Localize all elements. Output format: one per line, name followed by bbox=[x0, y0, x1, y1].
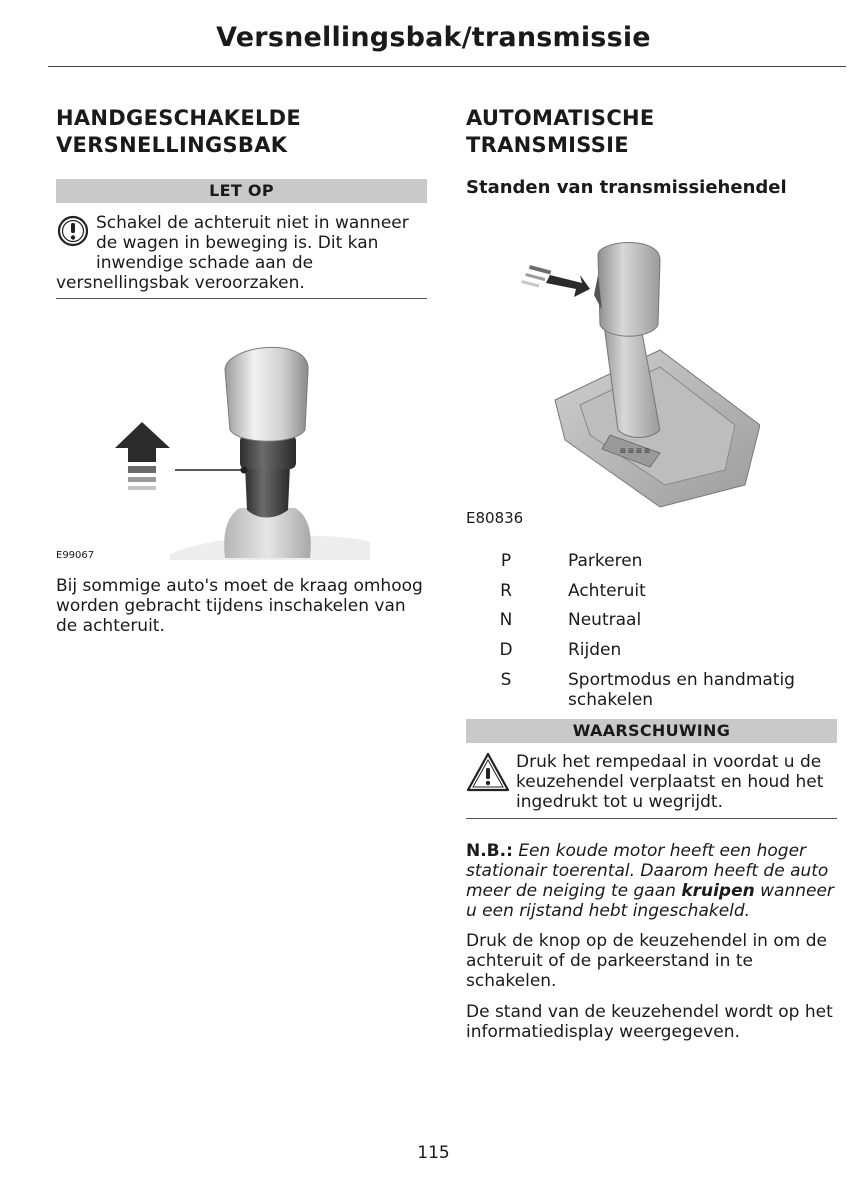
note-label: N.B.: bbox=[466, 841, 513, 861]
caution-line: Schakel de achteruit niet in wanneer bbox=[96, 213, 409, 233]
note-line: u een rijstand hebt ingeschakeld. bbox=[466, 901, 751, 921]
warning-line: Druk het rempedaal in voordat u de bbox=[516, 752, 822, 772]
heading-line: VERSNELLINGSBAK bbox=[56, 133, 288, 157]
page-title: Versnellingsbak/transmissie bbox=[216, 22, 651, 53]
warning-bar: WAARSCHUWING bbox=[466, 719, 837, 743]
note-line bbox=[466, 881, 846, 901]
figure-code: E80836 bbox=[466, 509, 524, 527]
note-line: stationair toerental. Daarom heeft de auto bbox=[466, 861, 829, 881]
figure-code: E99067 bbox=[56, 550, 95, 561]
caution-line: inwendige schade aan de bbox=[96, 253, 314, 273]
manual-gear-knob-illustration bbox=[110, 330, 370, 564]
gear-key: P bbox=[500, 551, 512, 571]
paragraph-line: achteruit of de parkeerstand in te bbox=[466, 951, 753, 971]
warning-divider bbox=[466, 818, 837, 819]
paragraph-line: informatiedisplay weergegeven. bbox=[466, 1022, 740, 1042]
caution-icon bbox=[56, 214, 90, 252]
gear-item-d bbox=[486, 640, 866, 660]
automatic-transmission-heading bbox=[466, 105, 655, 159]
gear-label: Achteruit bbox=[568, 581, 646, 601]
svg-text:⊞ ⊞ ⊞ ⊞: ⊞ ⊞ ⊞ ⊞ bbox=[620, 447, 651, 455]
caution-line: de wagen in beweging is. Dit kan bbox=[96, 233, 379, 253]
note-text: wanneer bbox=[754, 881, 834, 901]
gear-key: N bbox=[499, 610, 513, 630]
paragraph-line: worden gebracht tijdens inschakelen van bbox=[56, 596, 406, 616]
caution-text-indented bbox=[96, 213, 409, 273]
heading-line: TRANSMISSIE bbox=[466, 133, 629, 157]
caution-divider bbox=[56, 298, 427, 299]
caution-text-last: versnellingsbak veroorzaken. bbox=[56, 273, 305, 293]
gear-label: Rijden bbox=[568, 640, 622, 660]
note-text: Een koude motor heeft een hoger bbox=[518, 841, 807, 861]
note-emphasis: kruipen bbox=[681, 881, 755, 901]
note-line bbox=[466, 841, 846, 861]
heading-line: AUTOMATISCHE bbox=[466, 106, 655, 130]
collar-paragraph bbox=[56, 576, 423, 636]
note-text: meer de neiging te gaan bbox=[466, 881, 682, 901]
paragraph-line: schakelen. bbox=[466, 971, 557, 991]
heading-line: HANDGESCHAKELDE bbox=[56, 106, 302, 130]
gear-key: R bbox=[500, 581, 512, 601]
page-number: 115 bbox=[417, 1143, 450, 1163]
gear-label: Neutraal bbox=[568, 610, 642, 630]
warning-line: keuzehendel verplaatst en houd het bbox=[516, 772, 824, 792]
title-divider bbox=[48, 66, 846, 67]
warning-text bbox=[516, 752, 823, 812]
paragraph-line: De stand van de keuzehendel wordt op het bbox=[466, 1002, 833, 1022]
paragraph-line: Druk de knop op de keuzehendel in om de bbox=[466, 931, 827, 951]
gear-item-n bbox=[486, 610, 866, 630]
gear-label: Parkeren bbox=[568, 551, 643, 571]
caution-bar: LET OP bbox=[56, 179, 427, 203]
gear-item-r bbox=[486, 581, 866, 601]
selector-positions-subheading: Standen van transmissiehendel bbox=[466, 177, 787, 198]
manual-gearbox-heading bbox=[56, 105, 301, 159]
display-paragraph bbox=[466, 1002, 833, 1042]
paragraph-line: Bij sommige auto's moet de kraag omhoog bbox=[56, 576, 423, 596]
warning-line: ingedrukt tot u wegrijdt. bbox=[516, 792, 723, 812]
gear-key: S bbox=[500, 670, 512, 690]
button-paragraph bbox=[466, 931, 827, 991]
warning-triangle-icon bbox=[466, 751, 510, 797]
automatic-selector-illustration bbox=[510, 235, 760, 514]
gear-label-continued: schakelen bbox=[568, 690, 654, 710]
note-block bbox=[466, 841, 846, 921]
gear-key: D bbox=[499, 640, 513, 660]
gear-item-p bbox=[486, 551, 866, 571]
gear-label: Sportmodus en handmatig bbox=[568, 670, 795, 690]
gear-item-s bbox=[486, 670, 866, 710]
paragraph-line: de achteruit. bbox=[56, 616, 165, 636]
